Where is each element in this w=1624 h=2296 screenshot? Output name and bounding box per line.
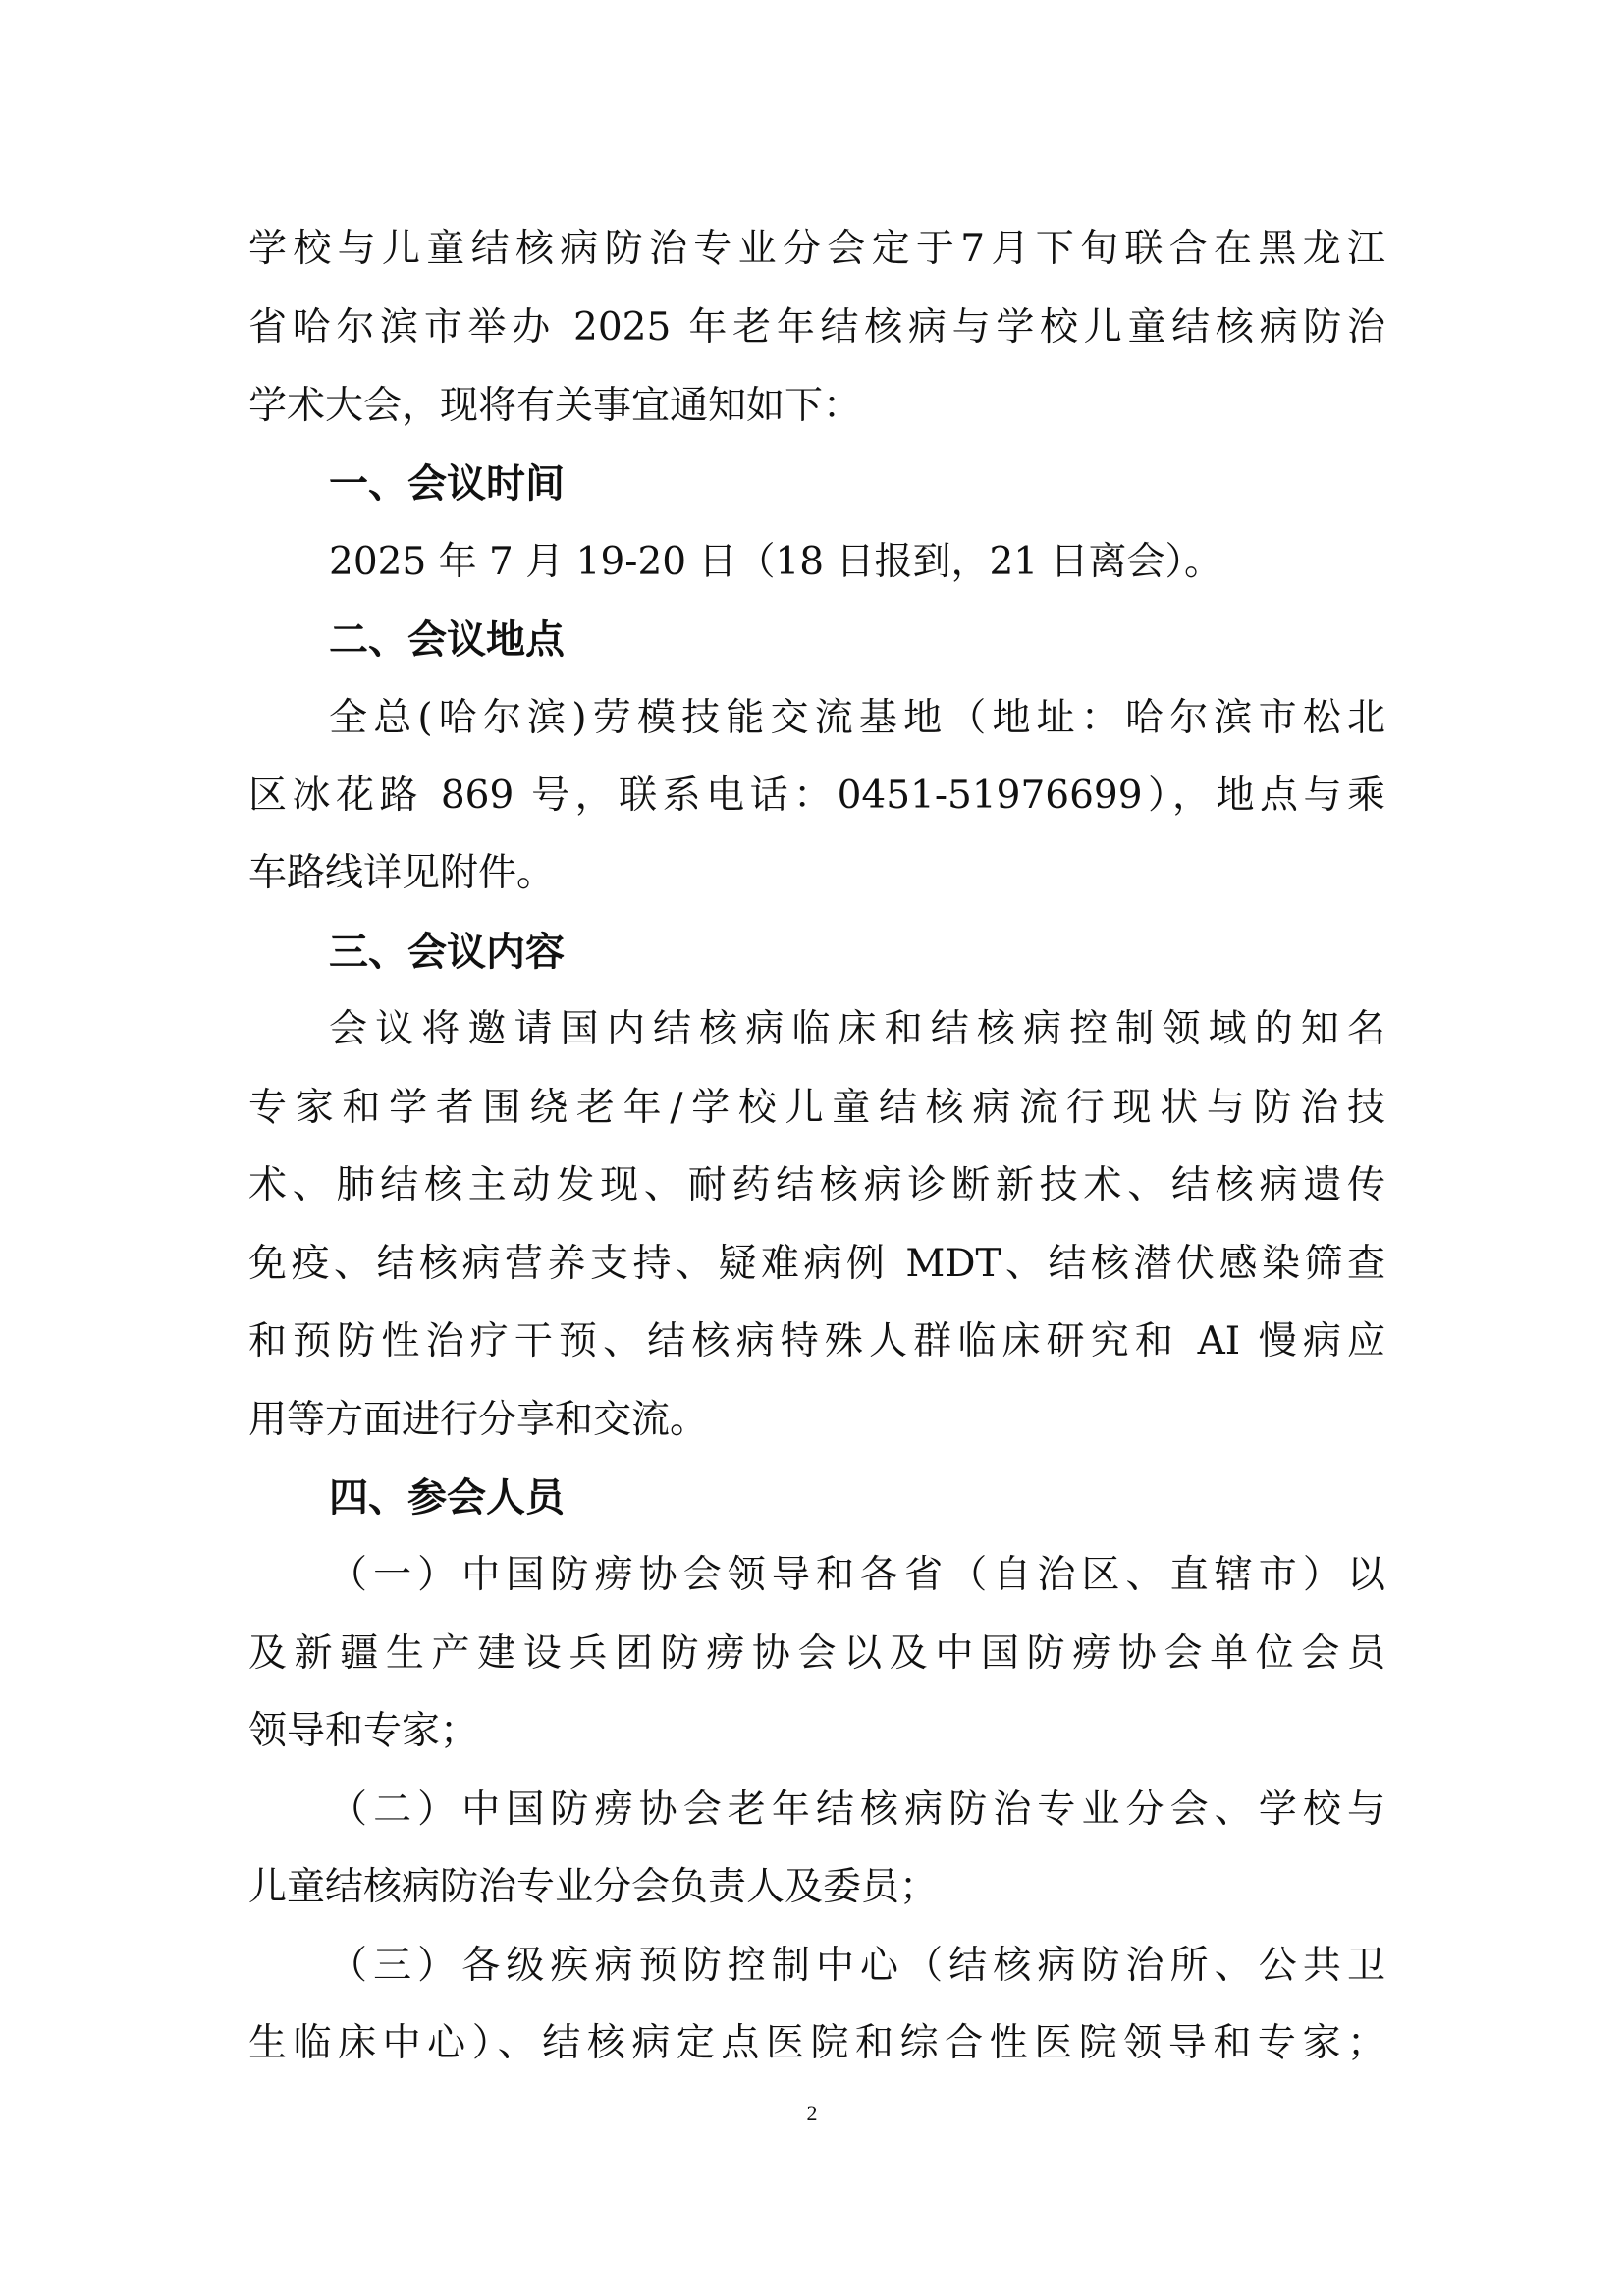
heading-meeting-time: 一、会议时间 xyxy=(329,461,565,507)
paragraph-meeting-time: 2025 年 7 月 19-20 日（18 日报到，21 日离会）。 xyxy=(329,540,1223,584)
attendees-item-1-line-1: （一）中国防痨协会领导和各省（自治区、直辖市）以 xyxy=(329,1553,1385,1597)
paragraph-content-line-2: 专家和学者围绕老年/学校儿童结核病流行现状与防治技 xyxy=(248,1086,1385,1130)
attendees-item-3-line-1: （三）各级疾病预防控制中心（结核病防治所、公共卫 xyxy=(329,1944,1385,1988)
attendees-item-1-line-3: 领导和专家； xyxy=(248,1709,479,1753)
paragraph-location-line-3: 车路线详见附件。 xyxy=(248,851,556,895)
page-number: 2 xyxy=(806,2101,818,2125)
paragraph-content-line-5: 和预防性治疗干预、结核病特殊人群临床研究和 AI 慢病应 xyxy=(248,1319,1385,1363)
paragraph-location-line-1: 全总(哈尔滨)劳模技能交流基地（地址：哈尔滨市松北 xyxy=(329,696,1385,740)
heading-meeting-location: 二、会议地点 xyxy=(329,617,565,663)
heading-attendees: 四、参会人员 xyxy=(329,1475,565,1521)
paragraph-location-line-2: 区冰花路 869 号，联系电话：0451-51976699），地点与乘 xyxy=(248,774,1385,818)
paragraph-content-line-4: 免疫、结核病营养支持、疑难病例 MDT、结核潜伏感染筛查 xyxy=(248,1242,1385,1286)
attendees-item-1-line-2: 及新疆生产建设兵团防痨协会以及中国防痨协会单位会员 xyxy=(248,1631,1385,1676)
attendees-item-2-line-2: 儿童结核病防治专业分会负责人及委员； xyxy=(248,1865,939,1909)
heading-meeting-content: 三、会议内容 xyxy=(329,930,565,975)
attendees-item-2-line-1: （二）中国防痨协会老年结核病防治专业分会、学校与 xyxy=(329,1788,1385,1832)
attendees-item-3-line-2: 生临床中心）、结核病定点医院和综合性医院领导和专家； xyxy=(248,2021,1385,2065)
paragraph-content-line-6: 用等方面进行分享和交流。 xyxy=(248,1398,709,1442)
paragraph-intro-line-2: 省哈尔滨市举办 2025 年老年结核病与学校儿童结核病防治 xyxy=(248,305,1385,349)
paragraph-content-line-3: 术、肺结核主动发现、耐药结核病诊断新技术、结核病遗传 xyxy=(248,1163,1385,1207)
paragraph-intro-line-3: 学术大会，现将有关事宜通知如下： xyxy=(248,384,862,428)
paragraph-content-line-1: 会议将邀请国内结核病临床和结核病控制领域的知名 xyxy=(329,1007,1385,1051)
paragraph-intro-line-1: 学校与儿童结核病防治专业分会定于7月下旬联合在黑龙江 xyxy=(248,227,1385,271)
